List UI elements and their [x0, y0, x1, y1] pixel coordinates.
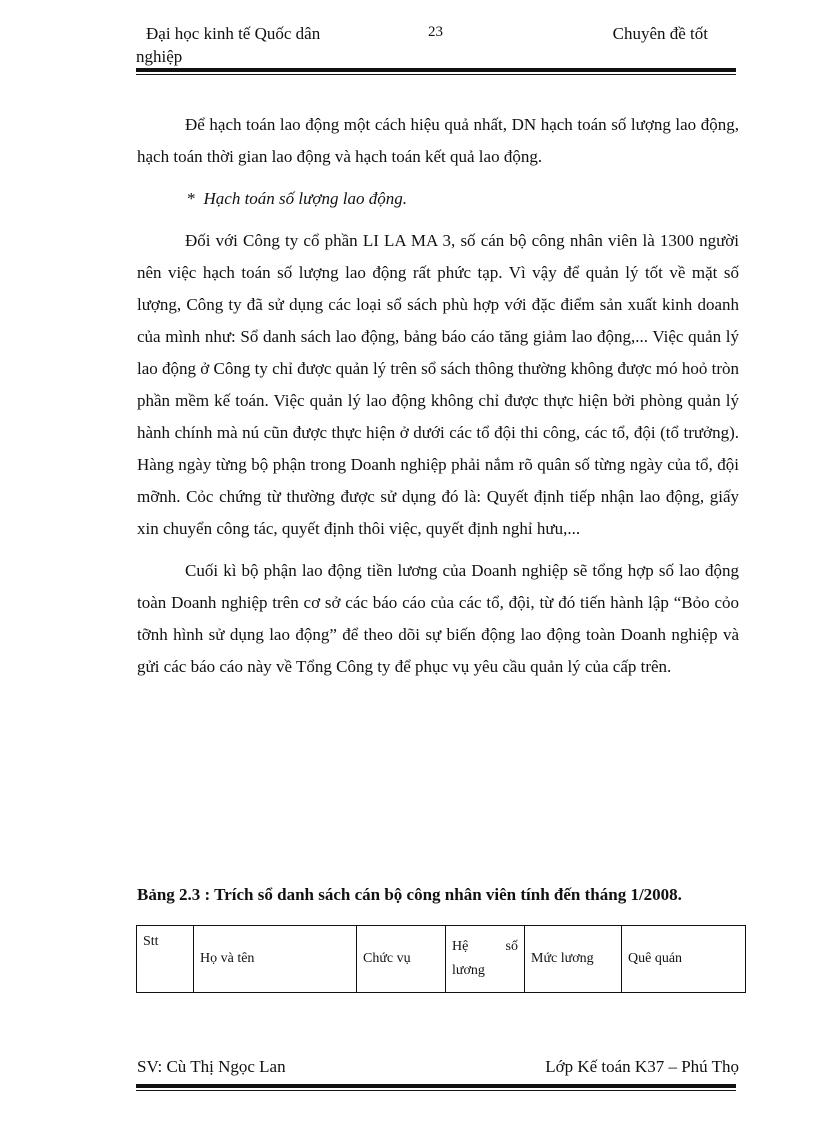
- table-caption: Bảng 2.3 : Trích sổ danh sách cán bộ công nhân viên tính đến tháng 1/2008.: [137, 885, 682, 904]
- table-header-row: [137, 926, 746, 993]
- paragraph-intro: Để hạch toán lao động một cách hiệu quả nhất, DN hạch toán số lượng lao động, hạch toán thời gian lao động và hạch toán kết quả lao động.: [137, 115, 739, 166]
- section-heading-text: Hạch toán số lượng lao động.: [203, 189, 407, 208]
- col-position: Chức vụ: [357, 926, 446, 993]
- bullet-star: *: [187, 189, 196, 208]
- col-name: Họ và tên: [194, 926, 357, 993]
- footer-class: Lớp Kế toán K37 – Phú Thọ: [545, 1057, 739, 1076]
- staff-table: [136, 925, 746, 993]
- header-rule-thick: [136, 68, 736, 72]
- footer-rule-thin: [136, 1090, 736, 1091]
- footer-student: SV: Cù Thị Ngọc Lan: [137, 1057, 286, 1076]
- col-coefficient: [446, 926, 525, 993]
- paragraph-report: Cuối kì bộ phận lao động tiền lương của Doanh nghiệp sẽ tổng hợp số lao động toàn Doanh nghiệp trên cơ sở các báo cáo của các tổ, đội, từ đó tiến hành lập “Bỏo cỏo tỡnh hình sử dụng lao động” để theo dõi sự biến động lao động toàn Doanh nghiệp và gửi các báo cáo này về Tổng Công ty để phục vụ yêu cầu quản lý của cấp trên.: [137, 561, 739, 676]
- col-stt: Stt: [137, 926, 194, 993]
- footer-rule-thick: [136, 1084, 736, 1088]
- paragraph-company: Đối với Công ty cổ phần LI LA MA 3, số cán bộ công nhân viên là 1300 người nên việc hạch toán số lượng lao động rất phức tạp. Vì vậy để quản lý tốt về mặt số lượng, Công ty đã sử dụng các loại sổ sách phù hợp với đặc điểm sản xuất kinh doanh của mình như: Sổ danh sách lao động, bảng báo cáo tăng giảm lao động,... Việc quản lý lao động ở Công ty chỉ được quản lý trên sổ sách thông thường không được mó hoỏ tròn phần mềm kế toán. Việc quản lý lao động không chỉ được thực hiện bởi phòng quản lý hành chính mà nú cũn được thực hiện ở dưới các tổ đội thi công, các tổ, đội (tổ trưởng). Hàng ngày từng bộ phận trong Doanh nghiệp phải nắm rõ quân số từng ngày của tổ, đội mỡnh. Cỏc chứng từ thường được sử dụng đó là: Quyết định tiếp nhận lao động, giấy xin chuyển công tác, quyết định thôi việc, quyết định nghỉ hưu,...: [137, 231, 739, 538]
- header-university: Đại học kinh tế Quốc dân: [146, 24, 321, 43]
- page-header: [136, 22, 736, 66]
- header-university-continued: nghiệp: [136, 47, 183, 66]
- col-salary: Mức lương: [525, 926, 622, 993]
- section-heading: [137, 183, 739, 215]
- document-body: [137, 109, 739, 683]
- header-rule-thin: [136, 74, 736, 75]
- col-coefficient-line1: Hệ số: [452, 939, 518, 954]
- col-coefficient-line2: lương: [452, 963, 485, 978]
- col-hometown: Quê quán: [622, 926, 746, 993]
- header-thesis-title: Chuyên đề tốt: [612, 24, 708, 43]
- page-number: 23: [428, 24, 443, 40]
